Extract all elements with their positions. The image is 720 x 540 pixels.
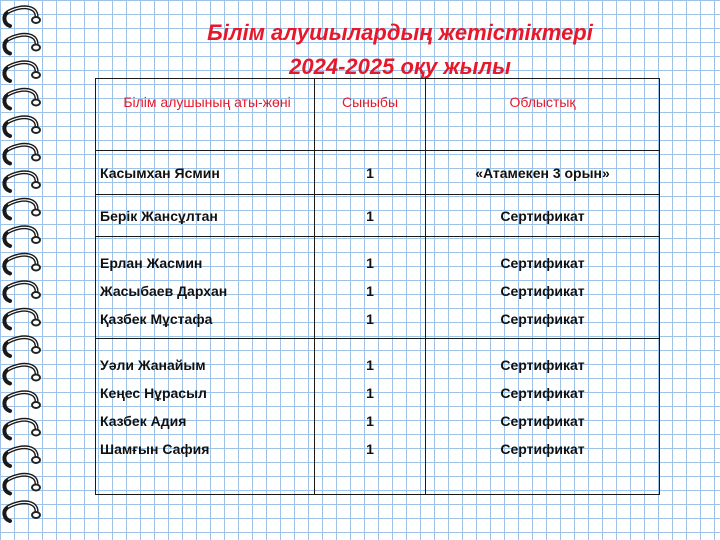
cell-grade xyxy=(315,237,426,339)
grade-text: 1 xyxy=(366,441,374,457)
table-row xyxy=(96,237,660,339)
table-row xyxy=(96,195,660,237)
grade-text: 1 xyxy=(366,207,374,224)
achievements-table xyxy=(95,78,660,495)
student-name-text: Казбек Адия xyxy=(100,413,187,429)
cell-student-name xyxy=(96,339,315,495)
spiral-ring xyxy=(4,117,40,136)
cell-grade xyxy=(315,151,426,195)
spiral-ring xyxy=(4,172,40,191)
spiral-ring xyxy=(4,392,40,411)
student-name-text: Қазбек Мұстафа xyxy=(100,311,213,327)
result-text: Сертификат xyxy=(500,441,585,457)
grade-text: 1 xyxy=(366,283,374,299)
result-text: Сертификат xyxy=(500,311,585,327)
spiral-ring xyxy=(4,337,40,356)
cell-student-name xyxy=(96,151,315,195)
grade-text: 1 xyxy=(366,255,374,271)
spiral-ring xyxy=(4,35,40,54)
spiral-ring xyxy=(4,420,40,439)
result-text: Сертификат xyxy=(500,357,585,373)
spiral-ring xyxy=(4,365,40,384)
cell-result xyxy=(426,237,660,339)
student-name-text: Уәли Жанайым xyxy=(100,357,206,373)
cell-grade xyxy=(315,195,426,237)
result-text: Сертификат xyxy=(500,283,585,299)
header-regional: Облыстық xyxy=(426,79,660,151)
student-name-text: Кеңес Нұрасыл xyxy=(100,385,207,401)
spiral-ring xyxy=(4,7,40,26)
spiral-ring xyxy=(4,227,40,246)
table-header-row xyxy=(96,79,660,151)
cell-grade xyxy=(315,339,426,495)
header-grade: Сыныбы xyxy=(315,79,426,151)
spiral-ring xyxy=(4,282,40,301)
result-text: Сертификат xyxy=(500,255,585,271)
grade-text: 1 xyxy=(366,385,374,401)
page-title: Білім алушылардың жетістіктері xyxy=(207,20,593,45)
notebook-spiral-binding xyxy=(0,0,52,540)
spiral-ring xyxy=(4,62,40,81)
student-name-text: Касымхан Ясмин xyxy=(100,164,220,181)
spiral-ring xyxy=(4,200,40,219)
cell-result xyxy=(426,151,660,195)
spiral-ring xyxy=(4,90,40,109)
spiral-ring xyxy=(4,475,40,494)
spiral-ring xyxy=(4,447,40,466)
result-text: Сертификат xyxy=(500,413,585,429)
cell-result xyxy=(426,339,660,495)
header-student-name: Білім алушының аты-жөні xyxy=(96,79,315,151)
grade-text: 1 xyxy=(366,311,374,327)
student-name-text: Жасыбаев Дархан xyxy=(100,283,228,299)
student-name-text: Берік Жансұлтан xyxy=(100,207,218,224)
grade-text: 1 xyxy=(366,164,374,181)
table-row xyxy=(96,151,660,195)
table-row xyxy=(96,339,660,495)
page-subtitle: 2024-2025 оқу жылы xyxy=(289,54,511,79)
result-text: Сертификат xyxy=(500,385,585,401)
grade-text: 1 xyxy=(366,357,374,373)
result-text: «Атамекен 3 орын» xyxy=(475,164,610,181)
cell-student-name xyxy=(96,195,315,237)
student-name-text: Ерлан Жасмин xyxy=(100,255,203,271)
spiral-ring xyxy=(4,310,40,329)
spiral-ring xyxy=(4,145,40,164)
cell-result xyxy=(426,195,660,237)
grade-text: 1 xyxy=(366,413,374,429)
result-text: Сертификат xyxy=(500,207,585,224)
student-name-text: Шамғын Сафия xyxy=(100,441,210,457)
spiral-ring xyxy=(4,502,40,521)
cell-student-name xyxy=(96,237,315,339)
spiral-ring xyxy=(4,255,40,274)
